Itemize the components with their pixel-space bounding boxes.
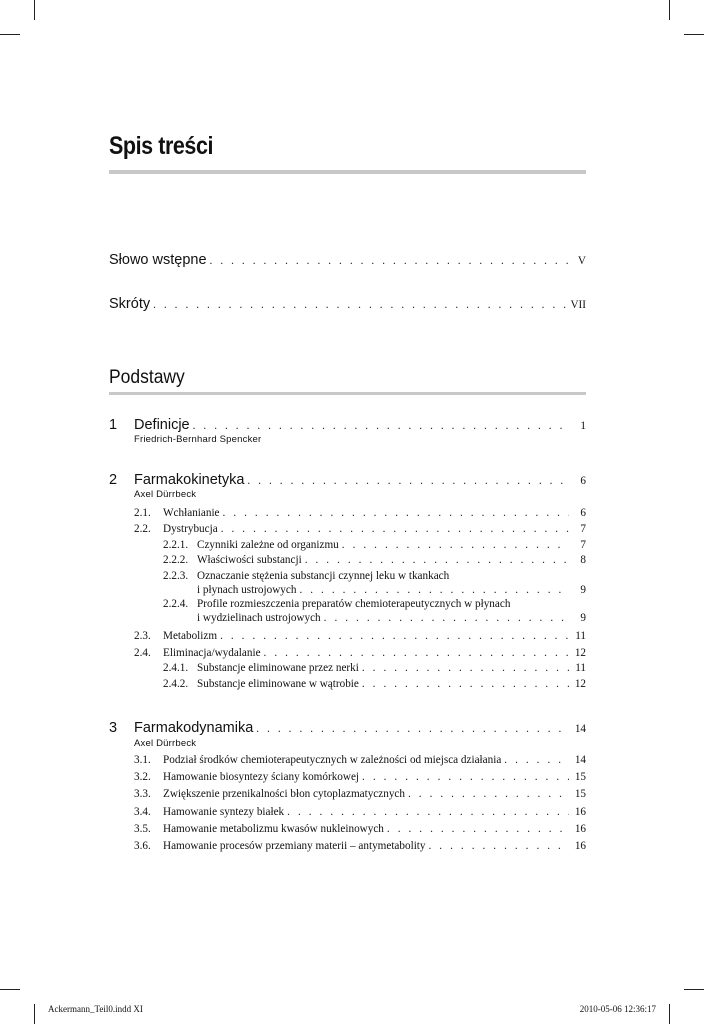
leader-dots [362, 771, 569, 783]
crop-mark [684, 34, 704, 35]
item-number: 2.4.2. [163, 678, 189, 690]
crop-mark [0, 989, 20, 990]
toc-page: 16 [574, 840, 586, 852]
toc-label: Oznaczanie stężenia substancji czynnej leku w tkankach [197, 570, 450, 582]
toc-chapter-3[interactable] [134, 720, 586, 736]
leader-dots [256, 723, 569, 735]
chapter-number: 3 [109, 720, 118, 736]
leader-dots [223, 507, 569, 519]
item-number: 2.4. [134, 647, 151, 659]
section-rule [109, 392, 586, 395]
toc-label: Metabolizm [163, 630, 218, 642]
toc-page: 1 [580, 420, 586, 432]
leader-dots [264, 647, 569, 659]
crop-mark [34, 0, 35, 20]
toc-label: Farmakodynamika [134, 720, 254, 736]
leader-dots [362, 678, 569, 690]
leader-dots [429, 840, 569, 852]
crop-mark [669, 0, 670, 20]
toc-page: VII [570, 299, 586, 311]
toc-page: 7 [580, 539, 586, 551]
leader-dots [387, 823, 569, 835]
toc-item[interactable] [163, 523, 586, 535]
section-heading: Podstawy [109, 367, 185, 388]
toc-label: Dystrybucja [163, 523, 218, 535]
crop-mark [34, 1004, 35, 1024]
footer-timestamp: 2010-05-06 12:36:17 [579, 1004, 656, 1014]
toc-page: 6 [580, 507, 586, 519]
toc-item[interactable] [163, 630, 586, 642]
toc-label: Profile rozmieszczenia preparatów chemioterapeutycznych w płynach [197, 598, 511, 610]
leader-dots [220, 630, 569, 642]
toc-item[interactable] [197, 584, 586, 596]
toc-item[interactable] [197, 662, 586, 674]
chapter-number: 1 [109, 417, 118, 433]
leader-dots [342, 539, 569, 551]
title-rule [109, 170, 586, 174]
item-number: 2.4.1. [163, 662, 189, 674]
leader-dots [210, 255, 569, 267]
leader-dots [153, 299, 567, 311]
item-number: 3.5. [134, 823, 151, 835]
toc-chapter-2[interactable] [134, 472, 586, 488]
toc-item[interactable] [163, 823, 586, 835]
toc-label-continued: i wydzielinach ustrojowych [197, 612, 321, 624]
toc-page: 9 [580, 612, 586, 624]
toc-entry-foreword[interactable] [109, 252, 586, 268]
toc-item[interactable] [197, 612, 586, 624]
leader-dots [408, 788, 569, 800]
leader-dots [193, 420, 569, 432]
toc-item[interactable] [197, 554, 586, 566]
toc-label: Wchłanianie [163, 507, 220, 519]
toc-page: 15 [574, 771, 586, 783]
page-title: Spis treści [109, 132, 214, 160]
item-number: 3.3. [134, 788, 151, 800]
crop-mark [0, 34, 20, 35]
toc-page: V [577, 255, 586, 267]
item-number: 2.3. [134, 630, 151, 642]
toc-label: Substancje eliminowane przez nerki [197, 662, 359, 674]
item-number: 2.2.2. [163, 554, 189, 566]
toc-label: Definicje [134, 417, 190, 433]
toc-label: Hamowanie biosyntezy ściany komórkowej [163, 771, 360, 783]
toc-item[interactable] [197, 678, 586, 690]
leader-dots [362, 662, 569, 674]
toc-page: 14 [574, 723, 586, 735]
toc-item[interactable] [163, 840, 586, 852]
item-number: 2.2.4. [163, 598, 189, 610]
toc-label: Substancje eliminowane w wątrobie [197, 678, 359, 690]
toc-item[interactable] [163, 788, 586, 800]
toc-label-continued: i płynach ustrojowych [197, 584, 297, 596]
crop-mark [684, 989, 704, 990]
leader-dots [221, 523, 569, 535]
toc-page: 6 [580, 475, 586, 487]
toc-label: Słowo wstępne [109, 252, 207, 268]
item-number: 3.2. [134, 771, 151, 783]
toc-chapter-1[interactable] [134, 417, 586, 433]
toc-item[interactable] [197, 539, 586, 551]
toc-label: Eliminacja/wydalanie [163, 647, 261, 659]
item-number: 2.2.1. [163, 539, 189, 551]
toc-page: 12 [574, 678, 586, 690]
chapter-number: 2 [109, 472, 118, 488]
chapter-author: Friedrich-Bernhard Spencker [134, 434, 262, 445]
leader-dots [299, 584, 569, 596]
toc-page: 16 [574, 823, 586, 835]
chapter-author: Axel Dürrbeck [134, 489, 197, 500]
toc-label: Czynniki zależne od organizmu [197, 539, 339, 551]
leader-dots [305, 554, 569, 566]
crop-mark [669, 1004, 670, 1024]
toc-page: 11 [575, 630, 586, 642]
toc-item[interactable] [163, 647, 586, 659]
toc-label: Hamowanie procesów przemiany materii – antymetabolity [163, 840, 426, 852]
toc-page: 8 [580, 554, 586, 566]
leader-dots [247, 475, 569, 487]
toc-label: Podział środków chemioterapeutycznych w zależności od miejsca działania [163, 754, 502, 766]
item-number: 3.6. [134, 840, 151, 852]
toc-label: Farmakokinetyka [134, 472, 245, 488]
toc-page: 15 [574, 788, 586, 800]
toc-label: Skróty [109, 296, 151, 312]
toc-label: Hamowanie metabolizmu kwasów nukleinowych [163, 823, 384, 835]
toc-page: 14 [574, 754, 586, 766]
leader-dots [287, 806, 569, 818]
leader-dots [504, 754, 569, 766]
toc-entry-abbreviations[interactable] [109, 296, 586, 312]
toc-page: 7 [580, 523, 586, 535]
chapter-author: Axel Dürrbeck [134, 738, 197, 749]
toc-item[interactable] [163, 507, 586, 519]
item-number: 3.4. [134, 806, 151, 818]
footer-filename: Ackermann_Teil0.indd XI [48, 1004, 143, 1014]
toc-page: 12 [574, 647, 586, 659]
toc-page: 9 [580, 584, 586, 596]
toc-item[interactable] [163, 754, 586, 766]
toc-page: 16 [574, 806, 586, 818]
toc-label: Właściwości substancji [197, 554, 302, 566]
leader-dots [324, 612, 569, 624]
toc-label: Zwiększenie przenikalności błon cytoplazmatycznych [163, 788, 405, 800]
toc-page: 11 [575, 662, 586, 674]
toc-item[interactable] [163, 806, 586, 818]
item-number: 2.2.3. [163, 570, 189, 582]
item-number: 2.2. [134, 523, 151, 535]
toc-label: Hamowanie syntezy białek [163, 806, 285, 818]
toc-item[interactable] [163, 771, 586, 783]
item-number: 3.1. [134, 754, 151, 766]
item-number: 2.1. [134, 507, 151, 519]
